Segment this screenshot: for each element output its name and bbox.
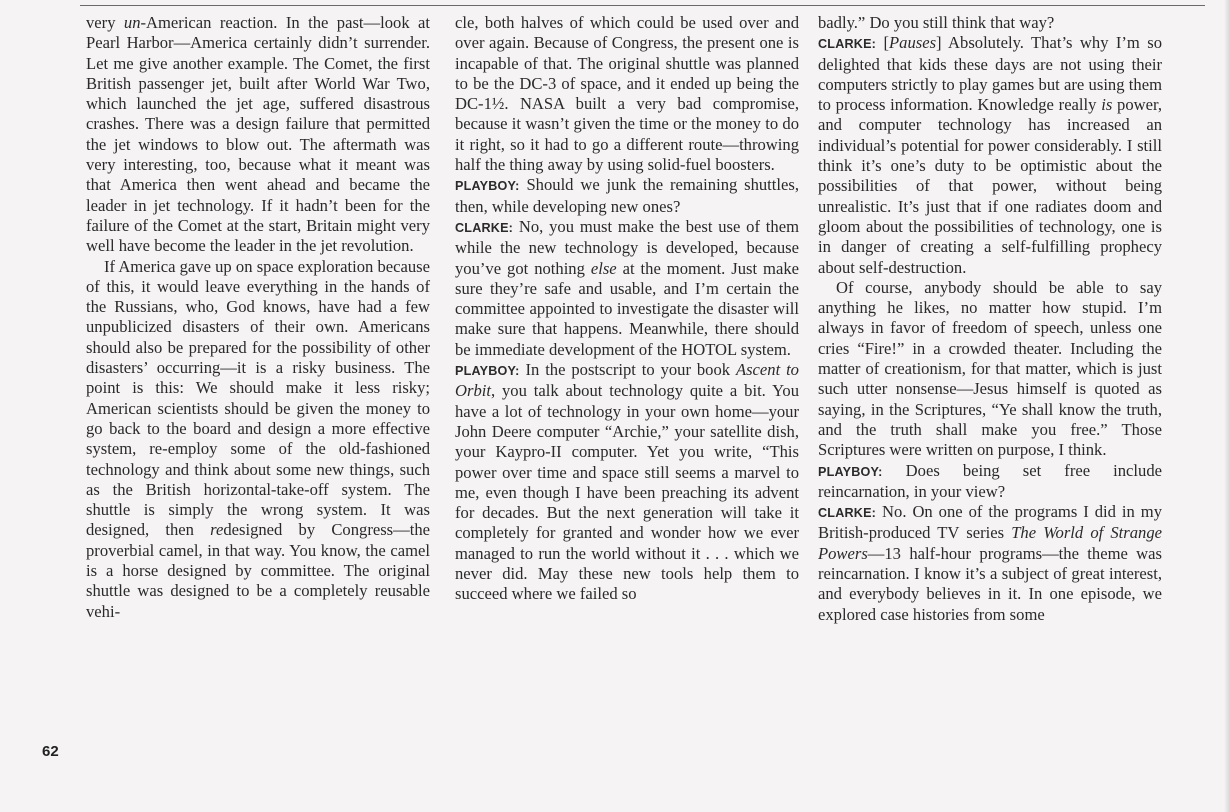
text-column-1 (86, 13, 430, 622)
page-number: 62 (42, 743, 59, 760)
paragraph-text: No, you must make the best use of them while the new technology is developed, because you’ve got nothing else at the moment. Just make sure they’re safe and usable, and I’m certain the committee appointed to investigate the disaster will make sure that happens. Meanwhile, there should be immediate development of the HOTOL system. (455, 216, 799, 359)
paragraph (86, 13, 430, 257)
paragraph-text: very un-American reaction. In the past—look at Pearl Harbor—America certainly didn’t surrender. Let me give another example. The Comet, the first British passenger jet, built after World War Two, which launched the jet age, suffered disastrous crashes. There was a design failure that permitted the jet windows to blow out. The aftermath was very interesting, too, because what it meant was that America then went ahead and became the leader in jet technology. If it hadn’t been for the failure of the Comet at the start, Britain might very well have become the leader in the jet revolution. (86, 13, 430, 256)
paragraph-text: If America gave up on space exploration because of this, it would leave everything in the hands of the Russians, who, God knows, have had a few unpublicized disasters of their own. Americans should also be prepared for the possibility of other disasters’ occurring—it is a risky business. The point is this: We should make it less risky; American scientists should be given the money to go back to the board and design a more effective system, re-employ some of the old-fashioned technology and think about some new things, such as the British horizontal-take-off system. The shuttle is simply the wrong system. It was designed, then redesigned by Congress—the proverbial camel, in that way. You know, the camel is a horse designed by committee. The original shuttle was designed to be a completely reusable vehi- (86, 256, 430, 621)
speaker-label: PLAYBOY: (455, 364, 520, 379)
paragraph (818, 461, 1162, 503)
text-column-3 (818, 13, 1162, 625)
paragraph-text: Of course, anybody should be able to say anything he likes, no matter how stupid. I’m always in favor of freedom of speech, unless one cries “Fire!” in a crowded theater. Including the matter of creationism, for that matter, which is just such utter nonsense—Jesus himself is quoted as saying, in the Scriptures, “Ye shall know the truth, and the truth shall make you free.” Those Scriptures were written on purpose, I think. (818, 277, 1162, 460)
paragraph-text: Does being set free include reincarnation, in your view? (818, 460, 1162, 501)
paragraph (818, 33, 1162, 278)
paragraph (455, 360, 799, 605)
paragraph-text: No. On one of the programs I did in my British-produced TV series The World of Strange Powers—13 half-hour programs—the theme was reincarnation. I know it’s a subject of great interest, and everybody believes in it. In one episode, we explored case histories from some (818, 502, 1162, 624)
paragraph-text: cle, both halves of which could be used over and over again. Because of Congress, the present one is incapable of that. The original shuttle was planned to be the DC-3 of space, and it ended up being the DC-1½. NASA built a very bad compromise, because it wasn’t given the time or the money to do it right, so it had to go a different route—throwing half the thing away by using solid-fuel boosters. (455, 13, 799, 175)
speaker-label: PLAYBOY: (455, 179, 520, 194)
paragraph-text: [Pauses] Absolutely. That’s why I’m so delighted that kids these days are not using their computers strictly to play games but are using them to process information. Knowledge really is power, and computer technology has increased an individual’s potential for power considerably. I still think it’s one’s duty to be optimistic about the possibilities of that power, without being unrealistic. It’s just that if one radiates doom and gloom about the possibilities of technology, one is in danger of creating a self-fulfilling prophecy about self-destruction. (818, 33, 1162, 277)
page-edge-shadow (1224, 0, 1230, 812)
paragraph-text: badly.” Do you still think that way? (818, 13, 1055, 32)
text-column-2 (455, 13, 799, 605)
speaker-label: CLARKE: (818, 506, 877, 521)
paragraph-text: In the postscript to your book Ascent to Orbit, you talk about technology quite a bit. You have a lot of technology in your own home—your John Deere computer “Archie,” your satellite dish, your Kaypro-II computer. Yet you write, “This power over time and space still seems a marvel to me, even though I have been preaching its advent for decades. But the next generation will take it completely for granted and wonder how we ever managed to run the world without it . . . which we never did. May these new tools help them to succeed where we failed so (455, 360, 799, 604)
paragraph (86, 257, 430, 622)
speaker-label: CLARKE: (455, 220, 514, 235)
paragraph (818, 502, 1162, 625)
paragraph (455, 217, 799, 360)
top-rule (80, 5, 1205, 6)
paragraph-text: Should we junk the remaining shuttles, then, while developing new ones? (455, 175, 799, 216)
paragraph (818, 13, 1162, 33)
speaker-label: PLAYBOY: (818, 464, 883, 479)
paragraph (455, 13, 799, 175)
speaker-label: CLARKE: (818, 37, 877, 52)
paragraph (455, 175, 799, 217)
paragraph (818, 278, 1162, 461)
